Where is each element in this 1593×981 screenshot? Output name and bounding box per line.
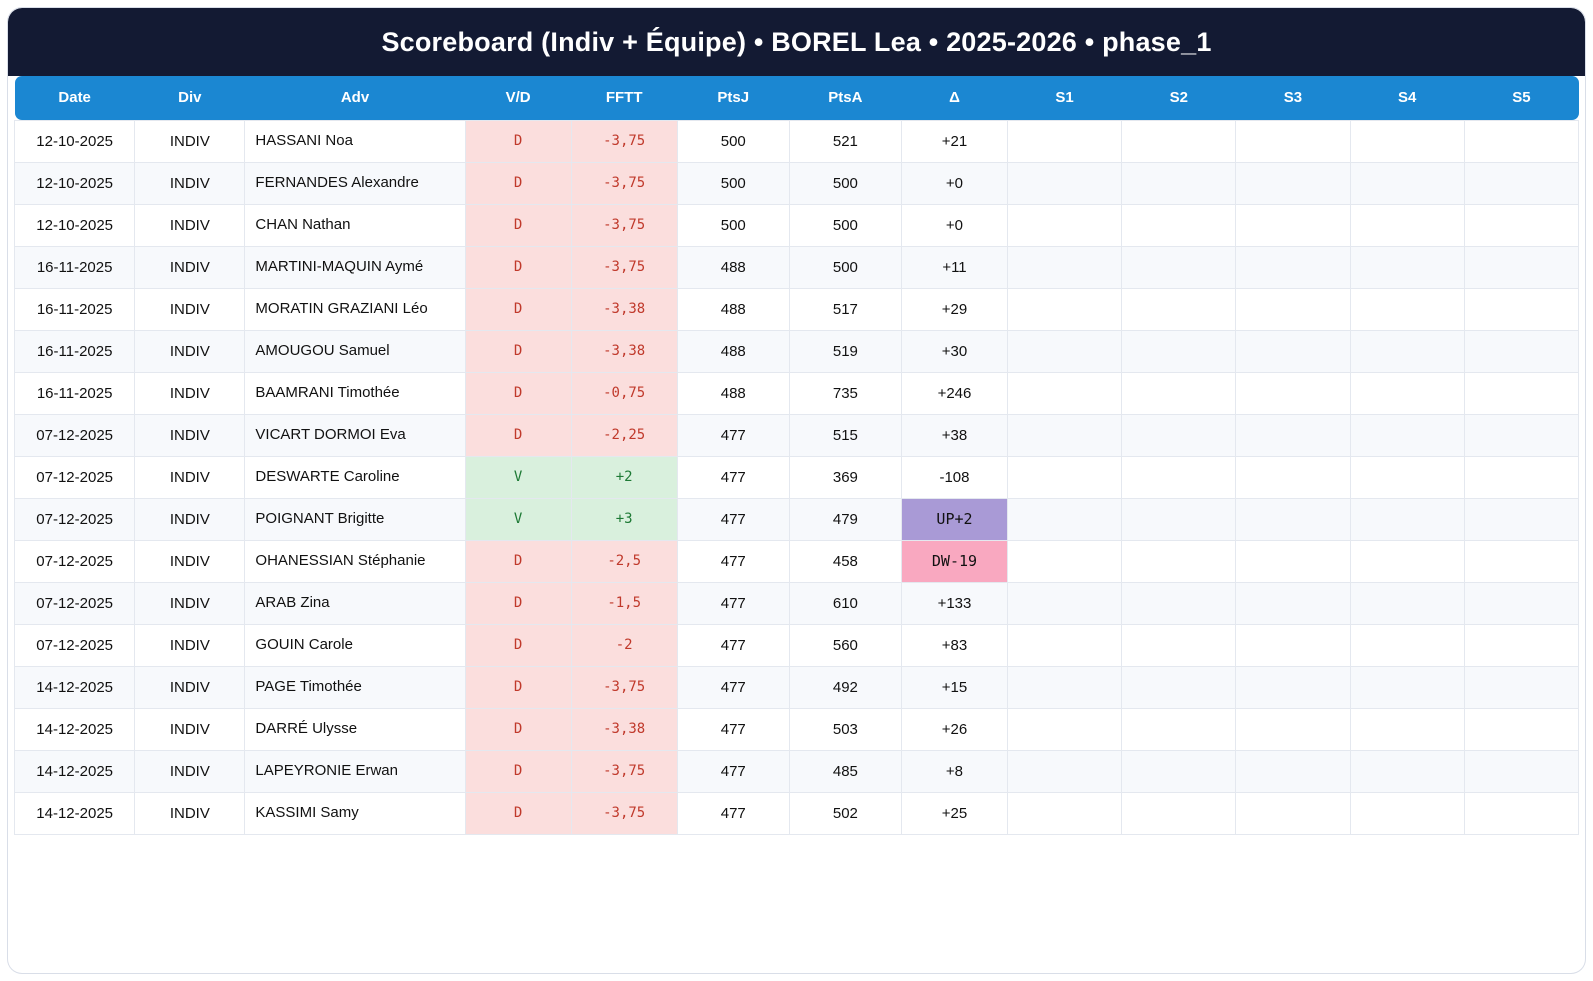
cell-fftt-points: -3,75 bbox=[571, 204, 677, 246]
cell-set-5 bbox=[1464, 792, 1578, 834]
cell-set-2 bbox=[1122, 540, 1236, 582]
cell-points-adversaire: 458 bbox=[789, 540, 901, 582]
scoreboard-table-wrapper bbox=[8, 76, 1585, 835]
cell-set-5 bbox=[1464, 372, 1578, 414]
cell-fftt-points: -3,38 bbox=[571, 288, 677, 330]
cell-set-4 bbox=[1350, 498, 1464, 540]
cell-set-4 bbox=[1350, 456, 1464, 498]
cell-set-3 bbox=[1236, 708, 1350, 750]
cell-set-3 bbox=[1236, 204, 1350, 246]
cell-set-5 bbox=[1464, 582, 1578, 624]
column-header-s2[interactable]: S2 bbox=[1122, 76, 1236, 120]
cell-victory-defeat: D bbox=[465, 666, 571, 708]
cell-date: 07-12-2025 bbox=[15, 498, 135, 540]
cell-points-adversaire: 610 bbox=[789, 582, 901, 624]
cell-victory-defeat: D bbox=[465, 288, 571, 330]
cell-set-1 bbox=[1008, 498, 1122, 540]
cell-set-2 bbox=[1122, 204, 1236, 246]
table-header bbox=[15, 76, 1579, 120]
cell-set-4 bbox=[1350, 708, 1464, 750]
cell-fftt-points: -3,75 bbox=[571, 162, 677, 204]
cell-points-joueur: 488 bbox=[677, 246, 789, 288]
cell-set-4 bbox=[1350, 414, 1464, 456]
cell-adversaire: LAPEYRONIE Erwan bbox=[245, 750, 465, 792]
column-header-delta[interactable]: Δ bbox=[901, 76, 1007, 120]
table-header-row bbox=[15, 76, 1579, 120]
cell-delta: -108 bbox=[901, 456, 1007, 498]
cell-points-adversaire: 735 bbox=[789, 372, 901, 414]
cell-set-2 bbox=[1122, 120, 1236, 162]
cell-date: 12-10-2025 bbox=[15, 162, 135, 204]
cell-set-4 bbox=[1350, 288, 1464, 330]
cell-fftt-points: -3,75 bbox=[571, 666, 677, 708]
cell-points-joueur: 477 bbox=[677, 750, 789, 792]
cell-points-adversaire: 369 bbox=[789, 456, 901, 498]
table-row bbox=[15, 246, 1579, 288]
cell-set-1 bbox=[1008, 330, 1122, 372]
column-header-adv[interactable]: Adv bbox=[245, 76, 465, 120]
table-row bbox=[15, 414, 1579, 456]
cell-victory-defeat: D bbox=[465, 792, 571, 834]
cell-set-4 bbox=[1350, 204, 1464, 246]
cell-set-3 bbox=[1236, 372, 1350, 414]
cell-set-2 bbox=[1122, 708, 1236, 750]
cell-points-adversaire: 519 bbox=[789, 330, 901, 372]
cell-set-5 bbox=[1464, 288, 1578, 330]
cell-points-joueur: 477 bbox=[677, 624, 789, 666]
cell-points-joueur: 477 bbox=[677, 498, 789, 540]
cell-points-joueur: 500 bbox=[677, 162, 789, 204]
cell-delta: +83 bbox=[901, 624, 1007, 666]
cell-points-adversaire: 485 bbox=[789, 750, 901, 792]
table-row bbox=[15, 330, 1579, 372]
cell-set-4 bbox=[1350, 246, 1464, 288]
cell-set-1 bbox=[1008, 204, 1122, 246]
cell-delta: +133 bbox=[901, 582, 1007, 624]
cell-victory-defeat: D bbox=[465, 204, 571, 246]
title-bar bbox=[8, 8, 1585, 76]
cell-div: INDIV bbox=[135, 792, 245, 834]
cell-delta: +246 bbox=[901, 372, 1007, 414]
cell-set-1 bbox=[1008, 708, 1122, 750]
cell-delta: +38 bbox=[901, 414, 1007, 456]
cell-set-2 bbox=[1122, 456, 1236, 498]
cell-set-1 bbox=[1008, 666, 1122, 708]
cell-fftt-points: -3,38 bbox=[571, 330, 677, 372]
cell-delta: +25 bbox=[901, 792, 1007, 834]
cell-victory-defeat: D bbox=[465, 162, 571, 204]
cell-set-5 bbox=[1464, 666, 1578, 708]
cell-set-1 bbox=[1008, 162, 1122, 204]
cell-fftt-points: -3,75 bbox=[571, 750, 677, 792]
cell-set-2 bbox=[1122, 246, 1236, 288]
cell-points-joueur: 477 bbox=[677, 708, 789, 750]
cell-set-3 bbox=[1236, 792, 1350, 834]
table-row bbox=[15, 582, 1579, 624]
cell-fftt-points: -3,75 bbox=[571, 246, 677, 288]
column-header-s5[interactable]: S5 bbox=[1464, 76, 1578, 120]
cell-victory-defeat: D bbox=[465, 582, 571, 624]
cell-delta: +8 bbox=[901, 750, 1007, 792]
cell-victory-defeat: D bbox=[465, 414, 571, 456]
cell-date: 14-12-2025 bbox=[15, 666, 135, 708]
cell-delta: +0 bbox=[901, 162, 1007, 204]
scoreboard-card bbox=[8, 8, 1585, 973]
cell-set-2 bbox=[1122, 162, 1236, 204]
cell-set-4 bbox=[1350, 666, 1464, 708]
cell-fftt-points: -3,75 bbox=[571, 120, 677, 162]
cell-set-1 bbox=[1008, 120, 1122, 162]
cell-date: 07-12-2025 bbox=[15, 582, 135, 624]
cell-delta: +26 bbox=[901, 708, 1007, 750]
table-row bbox=[15, 120, 1579, 162]
cell-points-adversaire: 500 bbox=[789, 204, 901, 246]
cell-adversaire: MARTINI-MAQUIN Aymé bbox=[245, 246, 465, 288]
column-header-div[interactable]: Div bbox=[135, 76, 245, 120]
cell-adversaire: GOUIN Carole bbox=[245, 624, 465, 666]
cell-set-2 bbox=[1122, 414, 1236, 456]
cell-fftt-points: -1,5 bbox=[571, 582, 677, 624]
cell-set-4 bbox=[1350, 162, 1464, 204]
table-row bbox=[15, 456, 1579, 498]
cell-set-2 bbox=[1122, 750, 1236, 792]
cell-victory-defeat: D bbox=[465, 750, 571, 792]
cell-set-3 bbox=[1236, 540, 1350, 582]
cell-adversaire: PAGE Timothée bbox=[245, 666, 465, 708]
cell-date: 07-12-2025 bbox=[15, 414, 135, 456]
cell-set-3 bbox=[1236, 120, 1350, 162]
cell-set-2 bbox=[1122, 582, 1236, 624]
table-row bbox=[15, 204, 1579, 246]
cell-set-1 bbox=[1008, 456, 1122, 498]
cell-points-joueur: 500 bbox=[677, 120, 789, 162]
cell-points-joueur: 477 bbox=[677, 666, 789, 708]
cell-date: 07-12-2025 bbox=[15, 624, 135, 666]
cell-set-3 bbox=[1236, 162, 1350, 204]
table-row bbox=[15, 750, 1579, 792]
cell-date: 07-12-2025 bbox=[15, 456, 135, 498]
column-header-s1[interactable]: S1 bbox=[1008, 76, 1122, 120]
cell-victory-defeat: D bbox=[465, 120, 571, 162]
column-header-s4[interactable]: S4 bbox=[1350, 76, 1464, 120]
cell-victory-defeat: D bbox=[465, 330, 571, 372]
cell-set-1 bbox=[1008, 540, 1122, 582]
cell-date: 07-12-2025 bbox=[15, 540, 135, 582]
cell-set-3 bbox=[1236, 330, 1350, 372]
cell-set-3 bbox=[1236, 414, 1350, 456]
cell-fftt-points: -0,75 bbox=[571, 372, 677, 414]
cell-set-4 bbox=[1350, 330, 1464, 372]
cell-set-2 bbox=[1122, 372, 1236, 414]
cell-victory-defeat: D bbox=[465, 624, 571, 666]
cell-set-3 bbox=[1236, 498, 1350, 540]
cell-points-joueur: 477 bbox=[677, 792, 789, 834]
cell-adversaire: POIGNANT Brigitte bbox=[245, 498, 465, 540]
cell-date: 12-10-2025 bbox=[15, 120, 135, 162]
cell-set-2 bbox=[1122, 498, 1236, 540]
cell-set-5 bbox=[1464, 498, 1578, 540]
cell-delta: +0 bbox=[901, 204, 1007, 246]
cell-adversaire: HASSANI Noa bbox=[245, 120, 465, 162]
cell-set-3 bbox=[1236, 666, 1350, 708]
cell-points-adversaire: 517 bbox=[789, 288, 901, 330]
table-row bbox=[15, 162, 1579, 204]
cell-fftt-points: -2,5 bbox=[571, 540, 677, 582]
cell-set-3 bbox=[1236, 288, 1350, 330]
cell-div: INDIV bbox=[135, 330, 245, 372]
cell-points-joueur: 477 bbox=[677, 582, 789, 624]
table-row bbox=[15, 498, 1579, 540]
cell-set-5 bbox=[1464, 456, 1578, 498]
cell-div: INDIV bbox=[135, 414, 245, 456]
cell-delta: DW-19 bbox=[901, 540, 1007, 582]
cell-div: INDIV bbox=[135, 666, 245, 708]
cell-date: 14-12-2025 bbox=[15, 750, 135, 792]
cell-set-3 bbox=[1236, 582, 1350, 624]
cell-set-4 bbox=[1350, 120, 1464, 162]
cell-points-adversaire: 479 bbox=[789, 498, 901, 540]
cell-set-5 bbox=[1464, 246, 1578, 288]
cell-set-1 bbox=[1008, 792, 1122, 834]
cell-fftt-points: +2 bbox=[571, 456, 677, 498]
cell-date: 16-11-2025 bbox=[15, 246, 135, 288]
cell-fftt-points: -2 bbox=[571, 624, 677, 666]
cell-date: 14-12-2025 bbox=[15, 792, 135, 834]
cell-points-adversaire: 515 bbox=[789, 414, 901, 456]
cell-set-4 bbox=[1350, 624, 1464, 666]
cell-set-5 bbox=[1464, 414, 1578, 456]
cell-date: 14-12-2025 bbox=[15, 708, 135, 750]
cell-set-5 bbox=[1464, 750, 1578, 792]
cell-fftt-points: +3 bbox=[571, 498, 677, 540]
cell-points-adversaire: 502 bbox=[789, 792, 901, 834]
cell-set-5 bbox=[1464, 162, 1578, 204]
cell-victory-defeat: D bbox=[465, 708, 571, 750]
cell-points-joueur: 488 bbox=[677, 372, 789, 414]
cell-div: INDIV bbox=[135, 372, 245, 414]
cell-set-2 bbox=[1122, 624, 1236, 666]
table-row bbox=[15, 540, 1579, 582]
cell-set-1 bbox=[1008, 288, 1122, 330]
cell-set-5 bbox=[1464, 708, 1578, 750]
cell-div: INDIV bbox=[135, 288, 245, 330]
column-header-fftt[interactable]: FFTT bbox=[571, 76, 677, 120]
cell-points-joueur: 500 bbox=[677, 204, 789, 246]
cell-points-adversaire: 521 bbox=[789, 120, 901, 162]
column-header-s3[interactable]: S3 bbox=[1236, 76, 1350, 120]
cell-div: INDIV bbox=[135, 624, 245, 666]
cell-adversaire: MORATIN GRAZIANI Léo bbox=[245, 288, 465, 330]
column-header-date[interactable]: Date bbox=[15, 76, 135, 120]
cell-points-adversaire: 492 bbox=[789, 666, 901, 708]
table-row bbox=[15, 288, 1579, 330]
table-row bbox=[15, 792, 1579, 834]
cell-fftt-points: -3,38 bbox=[571, 708, 677, 750]
cell-adversaire: FERNANDES Alexandre bbox=[245, 162, 465, 204]
cell-set-5 bbox=[1464, 120, 1578, 162]
cell-victory-defeat: D bbox=[465, 540, 571, 582]
cell-delta: UP+2 bbox=[901, 498, 1007, 540]
cell-adversaire: DARRÉ Ulysse bbox=[245, 708, 465, 750]
cell-div: INDIV bbox=[135, 204, 245, 246]
cell-div: INDIV bbox=[135, 246, 245, 288]
table-body bbox=[15, 120, 1579, 834]
cell-set-1 bbox=[1008, 750, 1122, 792]
cell-adversaire: VICART DORMOI Eva bbox=[245, 414, 465, 456]
cell-points-joueur: 477 bbox=[677, 414, 789, 456]
cell-div: INDIV bbox=[135, 456, 245, 498]
cell-delta: +11 bbox=[901, 246, 1007, 288]
cell-delta: +30 bbox=[901, 330, 1007, 372]
cell-div: INDIV bbox=[135, 708, 245, 750]
cell-adversaire: OHANESSIAN Stéphanie bbox=[245, 540, 465, 582]
column-header-vd[interactable]: V/D bbox=[465, 76, 571, 120]
scoreboard-table bbox=[14, 76, 1579, 835]
cell-set-2 bbox=[1122, 666, 1236, 708]
cell-set-1 bbox=[1008, 624, 1122, 666]
cell-victory-defeat: D bbox=[465, 372, 571, 414]
cell-fftt-points: -2,25 bbox=[571, 414, 677, 456]
cell-set-4 bbox=[1350, 540, 1464, 582]
cell-div: INDIV bbox=[135, 582, 245, 624]
cell-delta: +15 bbox=[901, 666, 1007, 708]
cell-victory-defeat: V bbox=[465, 456, 571, 498]
cell-set-3 bbox=[1236, 624, 1350, 666]
cell-set-2 bbox=[1122, 330, 1236, 372]
cell-adversaire: BAAMRANI Timothée bbox=[245, 372, 465, 414]
table-row bbox=[15, 708, 1579, 750]
cell-adversaire: CHAN Nathan bbox=[245, 204, 465, 246]
cell-set-5 bbox=[1464, 540, 1578, 582]
cell-points-adversaire: 500 bbox=[789, 246, 901, 288]
cell-adversaire: DESWARTE Caroline bbox=[245, 456, 465, 498]
cell-date: 12-10-2025 bbox=[15, 204, 135, 246]
cell-div: INDIV bbox=[135, 162, 245, 204]
cell-date: 16-11-2025 bbox=[15, 372, 135, 414]
cell-points-adversaire: 500 bbox=[789, 162, 901, 204]
cell-set-1 bbox=[1008, 582, 1122, 624]
cell-points-joueur: 477 bbox=[677, 456, 789, 498]
cell-victory-defeat: V bbox=[465, 498, 571, 540]
column-header-ptsa[interactable]: PtsA bbox=[789, 76, 901, 120]
cell-set-3 bbox=[1236, 456, 1350, 498]
cell-set-5 bbox=[1464, 330, 1578, 372]
column-header-ptsj[interactable]: PtsJ bbox=[677, 76, 789, 120]
cell-set-4 bbox=[1350, 372, 1464, 414]
cell-set-4 bbox=[1350, 582, 1464, 624]
page-title: Scoreboard (Indiv + Équipe) • BOREL Lea • 2025-2026 • phase_1 bbox=[381, 26, 1212, 57]
cell-set-1 bbox=[1008, 372, 1122, 414]
cell-delta: +29 bbox=[901, 288, 1007, 330]
table-row bbox=[15, 666, 1579, 708]
cell-set-5 bbox=[1464, 204, 1578, 246]
cell-adversaire: AMOUGOU Samuel bbox=[245, 330, 465, 372]
cell-set-2 bbox=[1122, 288, 1236, 330]
cell-delta: +21 bbox=[901, 120, 1007, 162]
cell-set-2 bbox=[1122, 792, 1236, 834]
cell-div: INDIV bbox=[135, 120, 245, 162]
cell-points-joueur: 488 bbox=[677, 330, 789, 372]
cell-victory-defeat: D bbox=[465, 246, 571, 288]
cell-points-joueur: 477 bbox=[677, 540, 789, 582]
table-row bbox=[15, 372, 1579, 414]
cell-adversaire: KASSIMI Samy bbox=[245, 792, 465, 834]
cell-set-4 bbox=[1350, 750, 1464, 792]
cell-set-3 bbox=[1236, 750, 1350, 792]
cell-date: 16-11-2025 bbox=[15, 330, 135, 372]
cell-set-3 bbox=[1236, 246, 1350, 288]
cell-div: INDIV bbox=[135, 750, 245, 792]
cell-div: INDIV bbox=[135, 498, 245, 540]
cell-set-1 bbox=[1008, 246, 1122, 288]
cell-points-adversaire: 560 bbox=[789, 624, 901, 666]
cell-set-5 bbox=[1464, 624, 1578, 666]
cell-set-1 bbox=[1008, 414, 1122, 456]
cell-div: INDIV bbox=[135, 540, 245, 582]
cell-fftt-points: -3,75 bbox=[571, 792, 677, 834]
cell-points-adversaire: 503 bbox=[789, 708, 901, 750]
cell-points-joueur: 488 bbox=[677, 288, 789, 330]
cell-set-4 bbox=[1350, 792, 1464, 834]
table-row bbox=[15, 624, 1579, 666]
cell-date: 16-11-2025 bbox=[15, 288, 135, 330]
cell-adversaire: ARAB Zina bbox=[245, 582, 465, 624]
